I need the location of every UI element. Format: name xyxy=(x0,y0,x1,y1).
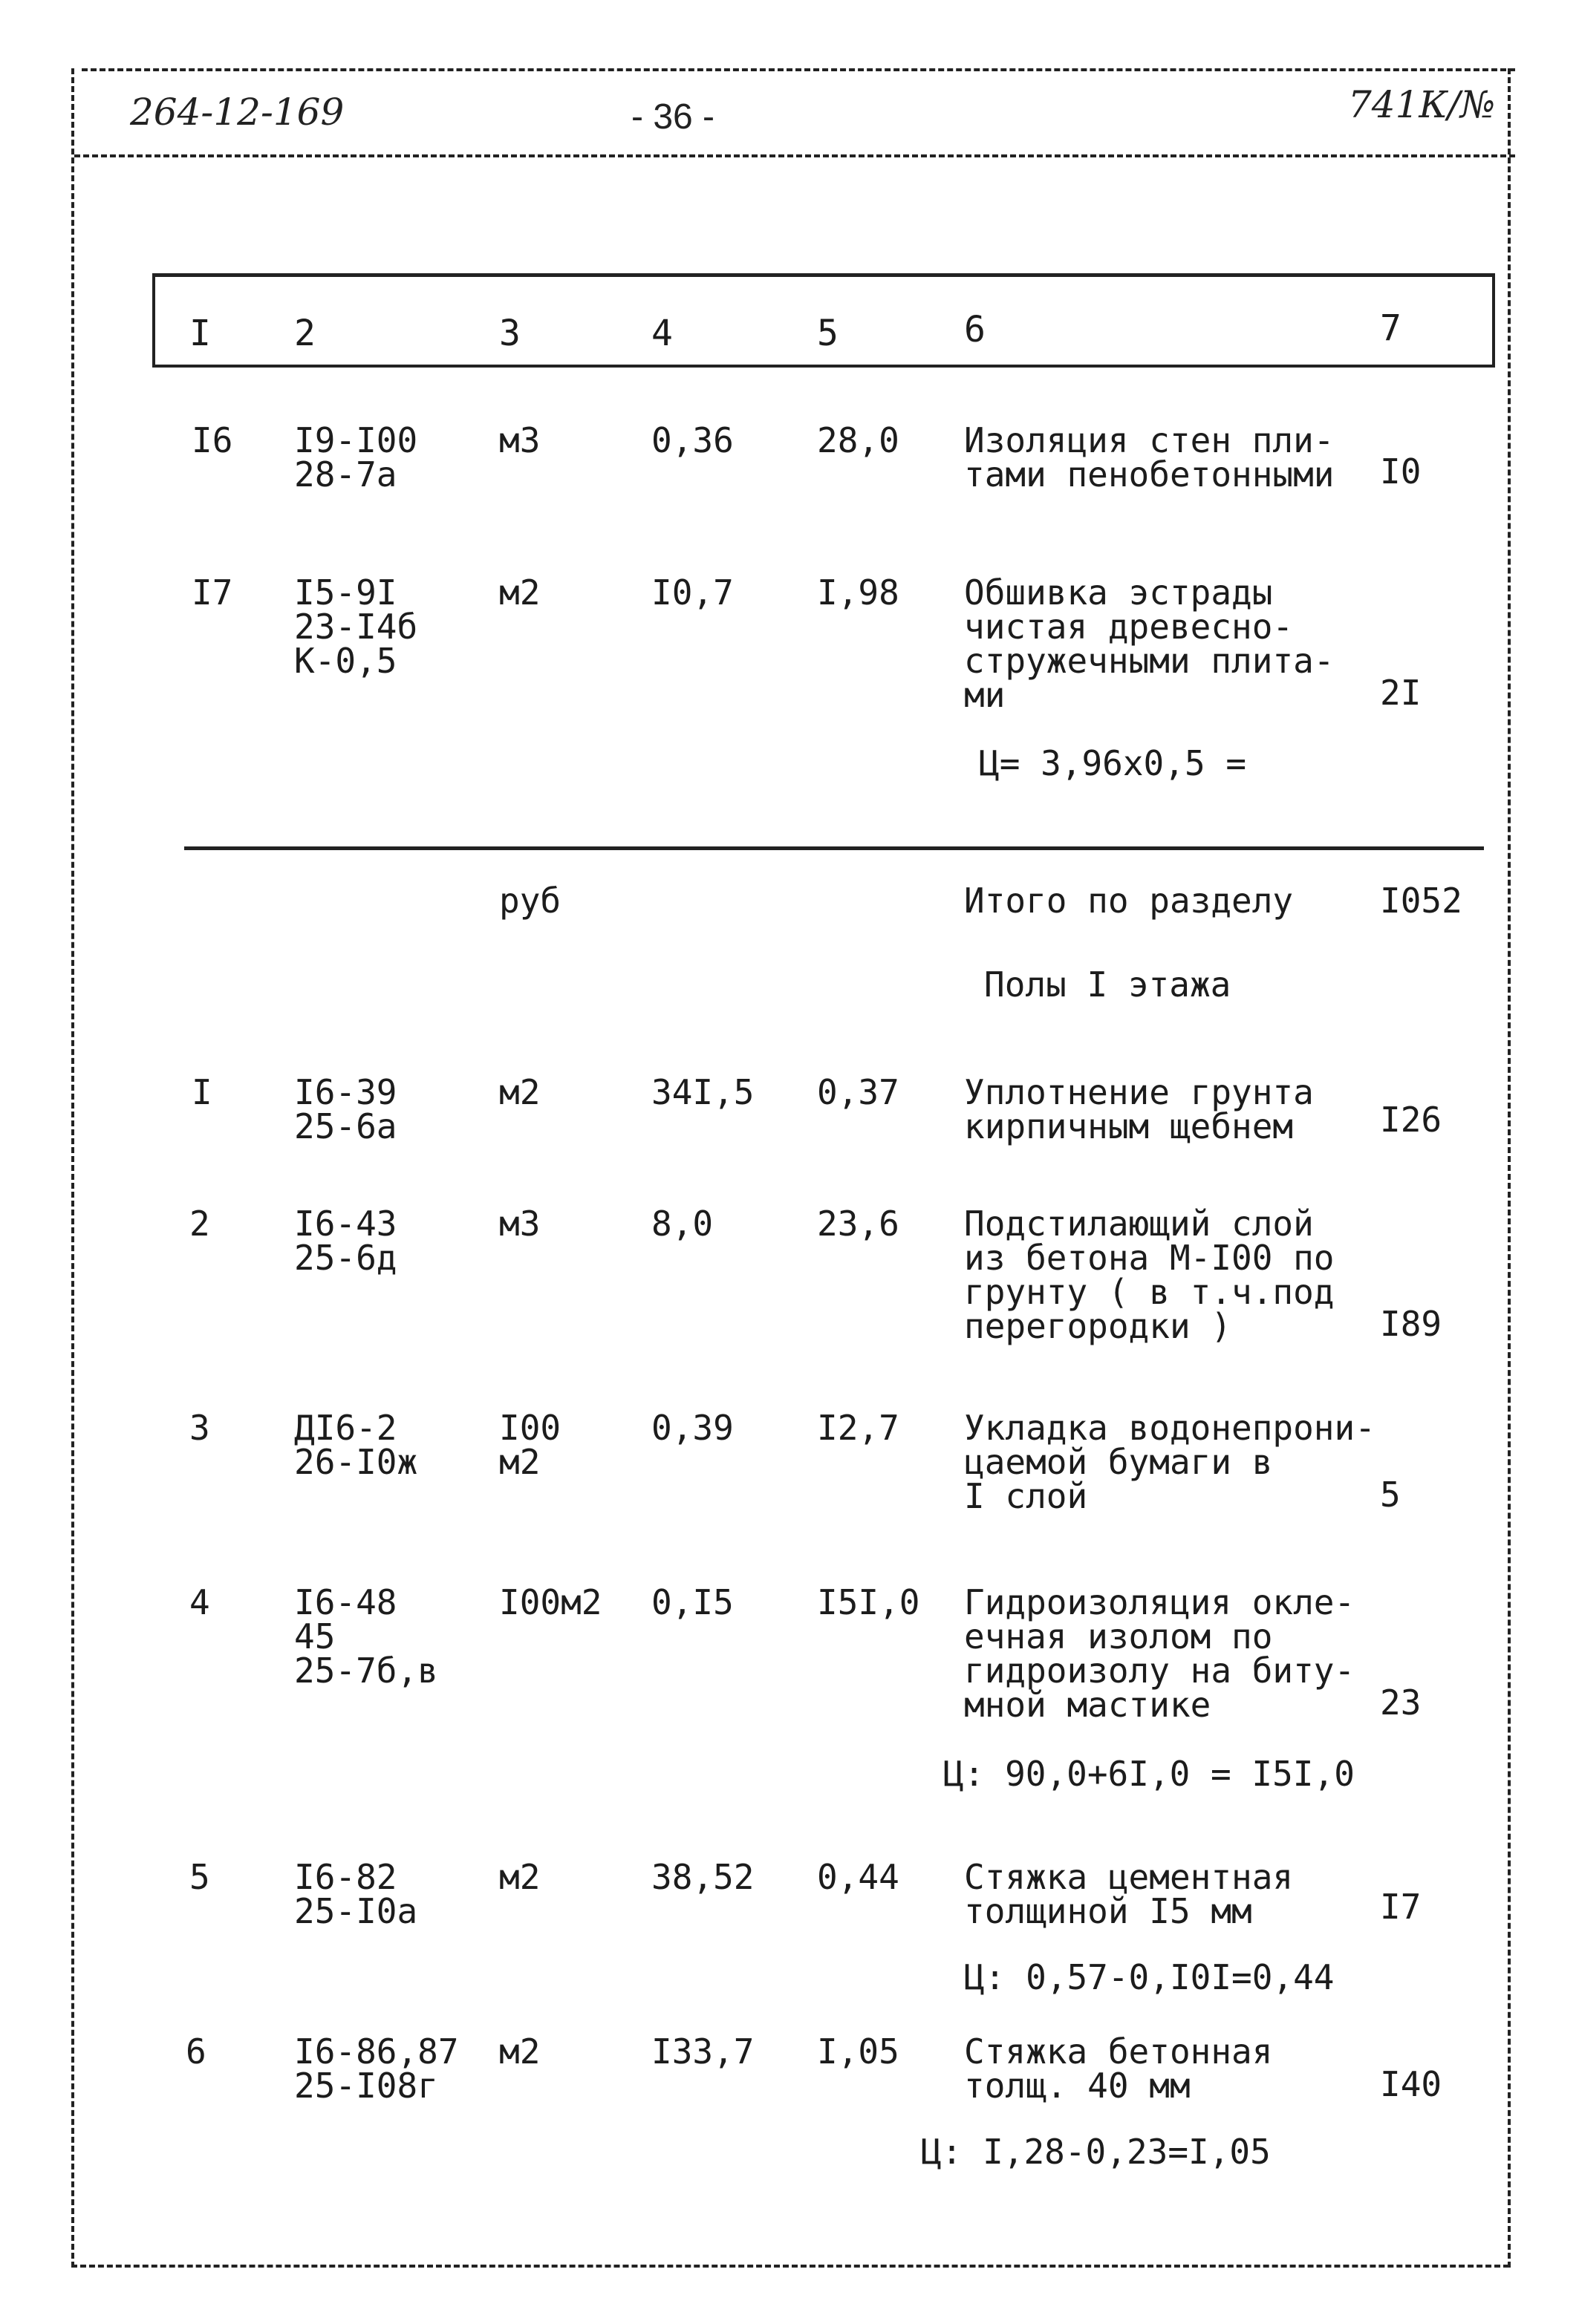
quantity: 0,I5 xyxy=(651,1582,734,1622)
rate-code: I6-86,87 25-I08г xyxy=(294,2031,459,2106)
work-description: Подстилающий слой из бетона М-I00 по грунту ( в т.ч.под перегородки ) xyxy=(964,1204,1335,1346)
section-divider xyxy=(184,846,1484,850)
unit-price: I,98 xyxy=(817,572,899,613)
column-header-3: 3 xyxy=(499,313,521,354)
frame-left-border xyxy=(71,68,74,2268)
row-total: I0 xyxy=(1380,451,1422,492)
rate-code: I5-9I 23-I4б К-0,5 xyxy=(294,572,418,681)
work-description: Укладка водонепрони- цаемой бумаги в I слой xyxy=(964,1408,1375,1516)
rate-code: I6-39 25-6а xyxy=(294,1072,397,1146)
price-calculation-note: Ц= 3,96х0,5 = xyxy=(979,743,1247,783)
row-total: I26 xyxy=(1380,1100,1442,1140)
unit-price: I,05 xyxy=(817,2031,899,2072)
unit-price: 0,44 xyxy=(817,1857,899,1897)
column-header-5: 5 xyxy=(817,313,839,354)
row-number: I6 xyxy=(192,420,233,460)
rate-code: I6-43 25-6д xyxy=(294,1204,397,1278)
unit: I00 м2 xyxy=(499,1408,561,1482)
row-total: 2I xyxy=(1380,673,1422,713)
row-total: 23 xyxy=(1380,1682,1422,1723)
summary-label: Итого по разделу xyxy=(964,881,1294,921)
column-header-6: 6 xyxy=(964,309,986,350)
quantity: 38,52 xyxy=(651,1857,755,1897)
sheet-code: 741К/№ xyxy=(1348,83,1496,126)
unit: м2 xyxy=(499,1857,541,1897)
unit: м2 xyxy=(499,1072,541,1112)
work-description: Изоляция стен пли- тами пенобетонными xyxy=(964,420,1335,494)
frame-header-border xyxy=(74,154,1515,157)
frame-right-border xyxy=(1508,68,1511,2268)
work-description: Обшивка эстрады чистая древесно- стружечными плита- ми xyxy=(964,572,1335,715)
row-total: I89 xyxy=(1380,1304,1442,1344)
work-description: Стяжка цементная толщиной I5 мм xyxy=(964,1857,1294,1931)
unit: м2 xyxy=(499,572,541,613)
quantity: 0,36 xyxy=(651,420,734,460)
rate-code: I9-I00 28-7а xyxy=(294,420,418,494)
quantity: I33,7 xyxy=(651,2031,755,2072)
price-calculation-note: Ц: 90,0+6I,0 = I5I,0 xyxy=(943,1754,1355,1794)
row-total: 5 xyxy=(1380,1475,1401,1515)
unit-price: I5I,0 xyxy=(817,1582,920,1622)
unit: м2 xyxy=(499,2031,541,2072)
row-number: 6 xyxy=(186,2031,206,2072)
unit: м3 xyxy=(499,1204,541,1244)
rate-code: I6-48 45 25-7б,в xyxy=(294,1582,438,1691)
work-description: Гидроизоляция окле- ечная изолом по гидроизолу на биту- мной мастике xyxy=(964,1582,1355,1725)
row-total: I40 xyxy=(1380,2064,1442,2104)
column-header-1: I xyxy=(189,313,211,354)
quantity: 34I,5 xyxy=(651,1072,755,1112)
unit: I00м2 xyxy=(499,1582,602,1622)
document-number: 264-12-169 xyxy=(130,91,345,134)
row-number: 5 xyxy=(189,1857,210,1897)
row-number: 3 xyxy=(189,1408,210,1448)
quantity: 0,39 xyxy=(651,1408,734,1448)
quantity: 8,0 xyxy=(651,1204,714,1244)
work-description: Уплотнение грунта кирпичным щебнем xyxy=(964,1072,1314,1146)
summary-unit: руб xyxy=(499,881,561,921)
quantity: I0,7 xyxy=(651,572,734,613)
summary-total: I052 xyxy=(1380,881,1462,921)
row-number: 2 xyxy=(189,1204,210,1244)
page-number: - 36 - xyxy=(631,97,715,137)
row-number: I7 xyxy=(192,572,233,613)
work-description: Стяжка бетонная толщ. 40 мм xyxy=(964,2031,1273,2106)
column-header-2: 2 xyxy=(294,313,316,354)
section-title: Полы I этажа xyxy=(984,964,1231,1005)
unit-price: I2,7 xyxy=(817,1408,899,1448)
rate-code: I6-82 25-I0а xyxy=(294,1857,418,1931)
price-calculation-note: Ц: I,28-0,23=I,05 xyxy=(921,2132,1271,2172)
unit-price: 28,0 xyxy=(817,420,899,460)
column-header-7: 7 xyxy=(1380,307,1401,349)
row-total: I7 xyxy=(1380,1887,1422,1927)
unit: м3 xyxy=(499,420,541,460)
column-header-4: 4 xyxy=(651,313,673,354)
frame-top-border xyxy=(82,68,1515,71)
row-number: I xyxy=(192,1072,212,1112)
frame-bottom-border xyxy=(71,2265,1509,2268)
unit-price: 0,37 xyxy=(817,1072,899,1112)
row-number: 4 xyxy=(189,1582,210,1622)
rate-code: ДI6-2 26-I0ж xyxy=(294,1408,418,1482)
unit-price: 23,6 xyxy=(817,1204,899,1244)
price-calculation-note: Ц: 0,57-0,I0I=0,44 xyxy=(964,1957,1335,1997)
